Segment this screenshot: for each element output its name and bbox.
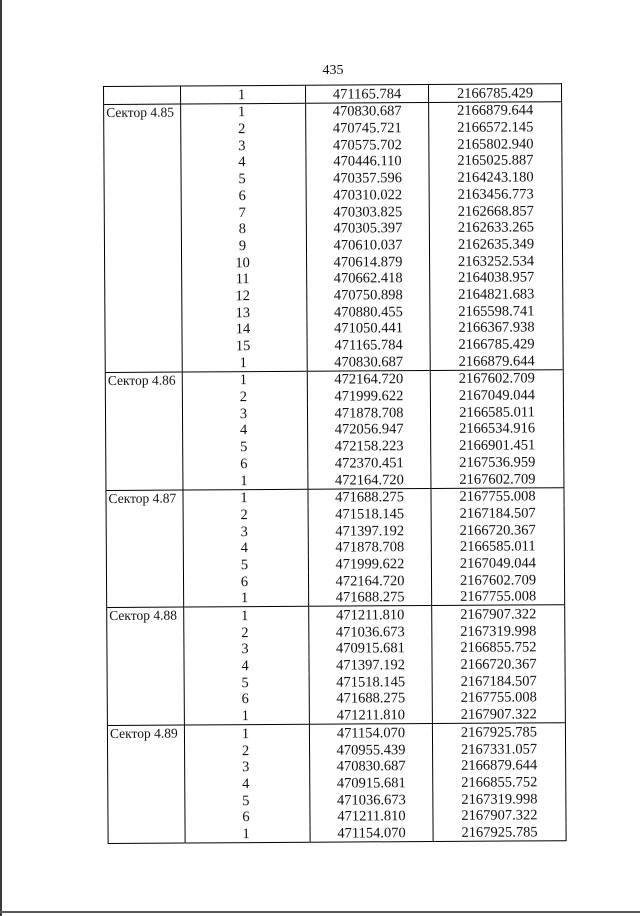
y-coordinate-cell: 2166785.429 bbox=[428, 84, 561, 102]
point-number-cell: 4 bbox=[184, 657, 309, 674]
y-coordinate-cell: 2166534.916 bbox=[431, 420, 564, 437]
x-coordinate-cell: 471688.275 bbox=[309, 690, 432, 707]
sector-cell-empty bbox=[104, 86, 181, 104]
table-row bbox=[104, 84, 562, 104]
x-coordinate-cell: 472164.720 bbox=[307, 370, 430, 388]
y-coordinate-cell: 2167925.785 bbox=[432, 723, 565, 741]
y-coordinate-cell: 2166879.644 bbox=[429, 101, 562, 119]
y-coordinate-cell: 2167184.507 bbox=[431, 504, 564, 521]
x-coordinate-cell: 471036.673 bbox=[309, 623, 432, 640]
x-coordinate-cell: 470955.439 bbox=[310, 741, 433, 758]
point-number-cell: 1 bbox=[183, 472, 308, 490]
point-number-cell: 6 bbox=[181, 187, 306, 204]
x-coordinate-cell: 471036.673 bbox=[310, 791, 433, 808]
sector-name-cell: Сектор 4.86 bbox=[105, 372, 183, 490]
x-coordinate-cell: 472164.720 bbox=[308, 471, 431, 489]
point-number-cell: 1 bbox=[184, 724, 309, 742]
y-coordinate-cell: 2167049.044 bbox=[431, 554, 564, 571]
y-coordinate-cell: 2162668.857 bbox=[429, 202, 562, 219]
table-row bbox=[104, 101, 562, 121]
sector-name-cell: Сектор 4.85 bbox=[104, 104, 183, 372]
y-coordinate-cell: 2163456.773 bbox=[429, 185, 562, 202]
x-coordinate-cell: 470915.681 bbox=[310, 774, 433, 791]
point-number-cell: 6 bbox=[185, 808, 310, 825]
sector-group bbox=[107, 605, 566, 726]
y-coordinate-cell: 2167602.709 bbox=[431, 470, 564, 488]
coordinates-table bbox=[103, 83, 567, 844]
sector-group bbox=[105, 369, 564, 490]
x-coordinate-cell: 472164.720 bbox=[308, 572, 431, 589]
table-row bbox=[107, 723, 565, 743]
y-coordinate-cell: 2167536.959 bbox=[431, 453, 564, 470]
scan-edge-bottom bbox=[0, 911, 640, 913]
point-number-cell: 4 bbox=[183, 422, 308, 439]
y-coordinate-cell: 2163252.534 bbox=[430, 252, 563, 269]
y-coordinate-cell: 2167907.322 bbox=[433, 807, 566, 824]
x-coordinate-cell: 470357.596 bbox=[306, 169, 429, 186]
x-coordinate-cell: 470446.110 bbox=[306, 153, 429, 170]
y-coordinate-cell: 2162633.265 bbox=[429, 219, 562, 236]
point-number-cell: 1 bbox=[181, 85, 306, 103]
point-number-cell: 1 bbox=[182, 354, 307, 372]
y-coordinate-cell: 2166572.145 bbox=[429, 119, 562, 136]
x-coordinate-cell: 471154.070 bbox=[310, 824, 433, 842]
x-coordinate-cell: 470880.455 bbox=[307, 303, 430, 320]
point-number-cell: 2 bbox=[185, 742, 310, 759]
y-coordinate-cell: 2166855.752 bbox=[433, 773, 566, 790]
point-number-cell: 7 bbox=[181, 204, 306, 221]
point-number-cell: 2 bbox=[182, 388, 307, 405]
y-coordinate-cell: 2167049.044 bbox=[430, 387, 563, 404]
y-coordinate-cell: 2164243.180 bbox=[429, 169, 562, 186]
y-coordinate-cell: 2166720.367 bbox=[432, 656, 565, 673]
x-coordinate-cell: 471211.810 bbox=[309, 706, 432, 724]
y-coordinate-cell: 2167331.057 bbox=[433, 740, 566, 757]
table-row bbox=[106, 487, 564, 507]
y-coordinate-cell: 2167602.709 bbox=[430, 369, 563, 387]
point-number-cell: 13 bbox=[182, 304, 307, 321]
y-coordinate-cell: 2167602.709 bbox=[431, 571, 564, 588]
point-number-cell: 2 bbox=[181, 120, 306, 137]
x-coordinate-cell: 472158.223 bbox=[308, 437, 431, 454]
x-coordinate-cell: 470303.825 bbox=[306, 203, 429, 220]
y-coordinate-cell: 2167907.322 bbox=[432, 706, 565, 724]
y-coordinate-cell: 2167755.008 bbox=[432, 588, 565, 606]
y-coordinate-cell: 2166879.644 bbox=[433, 757, 566, 774]
x-coordinate-cell: 471165.784 bbox=[307, 336, 430, 353]
y-coordinate-cell: 2165598.741 bbox=[430, 302, 563, 319]
y-coordinate-cell: 2166879.644 bbox=[430, 352, 563, 370]
y-coordinate-cell: 2166585.011 bbox=[431, 538, 564, 555]
point-number-cell: 3 bbox=[181, 137, 306, 154]
sector-group bbox=[107, 723, 566, 844]
point-number-cell: 5 bbox=[185, 792, 310, 809]
point-number-cell: 3 bbox=[183, 523, 308, 540]
point-number-cell: 5 bbox=[183, 438, 308, 455]
x-coordinate-cell: 470662.418 bbox=[307, 270, 430, 287]
x-coordinate-cell: 472370.451 bbox=[308, 454, 431, 471]
point-number-cell: 1 bbox=[183, 489, 308, 507]
y-coordinate-cell: 2167907.322 bbox=[432, 605, 565, 623]
y-coordinate-cell: 2166901.451 bbox=[431, 437, 564, 454]
continuation-group bbox=[104, 84, 562, 104]
y-coordinate-cell: 2165025.887 bbox=[429, 152, 562, 169]
x-coordinate-cell: 471397.192 bbox=[309, 656, 432, 673]
x-coordinate-cell: 470830.687 bbox=[306, 102, 429, 120]
point-number-cell: 1 bbox=[182, 371, 307, 389]
point-number-cell: 4 bbox=[185, 775, 310, 792]
point-number-cell: 10 bbox=[182, 254, 307, 271]
x-coordinate-cell: 470310.022 bbox=[306, 186, 429, 203]
y-coordinate-cell: 2164038.957 bbox=[430, 269, 563, 286]
x-coordinate-cell: 470915.681 bbox=[309, 640, 432, 657]
point-number-cell: 5 bbox=[184, 674, 309, 691]
point-number-cell: 3 bbox=[182, 405, 307, 422]
y-coordinate-cell: 2166785.429 bbox=[430, 336, 563, 353]
sector-name-cell: Сектор 4.87 bbox=[106, 490, 184, 608]
point-number-cell: 1 bbox=[184, 607, 309, 625]
point-number-cell: 5 bbox=[183, 556, 308, 573]
sector-name-cell: Сектор 4.89 bbox=[107, 725, 185, 843]
x-coordinate-cell: 471688.275 bbox=[308, 488, 431, 506]
y-coordinate-cell: 2167755.008 bbox=[432, 689, 565, 706]
x-coordinate-cell: 470745.721 bbox=[306, 119, 429, 136]
point-number-cell: 6 bbox=[183, 455, 308, 472]
point-number-cell: 4 bbox=[181, 154, 306, 171]
x-coordinate-cell: 471154.070 bbox=[309, 724, 432, 742]
point-number-cell: 8 bbox=[181, 220, 306, 237]
y-coordinate-cell: 2166855.752 bbox=[432, 639, 565, 656]
point-number-cell: 2 bbox=[184, 624, 309, 641]
page-number: 435 bbox=[322, 63, 344, 78]
point-number-cell: 1 bbox=[181, 103, 306, 121]
x-coordinate-cell: 470830.687 bbox=[307, 353, 430, 371]
point-number-cell: 11 bbox=[182, 270, 307, 287]
y-coordinate-cell: 2167925.785 bbox=[433, 823, 566, 841]
x-coordinate-cell: 470614.879 bbox=[307, 253, 430, 270]
point-number-cell: 1 bbox=[184, 707, 309, 725]
x-coordinate-cell: 471050.441 bbox=[307, 320, 430, 337]
point-number-cell: 3 bbox=[185, 758, 310, 775]
y-coordinate-cell: 2167755.008 bbox=[431, 487, 564, 505]
x-coordinate-cell: 472056.947 bbox=[308, 421, 431, 438]
sector-name-cell: Сектор 4.88 bbox=[107, 607, 185, 725]
x-coordinate-cell: 471397.192 bbox=[308, 522, 431, 539]
x-coordinate-cell: 471211.810 bbox=[309, 606, 432, 624]
x-coordinate-cell: 470750.898 bbox=[307, 286, 430, 303]
sector-group bbox=[104, 101, 564, 372]
x-coordinate-cell: 470830.687 bbox=[310, 757, 433, 774]
x-coordinate-cell: 470610.037 bbox=[306, 236, 429, 253]
point-number-cell: 1 bbox=[184, 589, 309, 607]
point-number-cell: 14 bbox=[182, 320, 307, 337]
point-number-cell: 6 bbox=[183, 573, 308, 590]
x-coordinate-cell: 470305.397 bbox=[306, 220, 429, 237]
x-coordinate-cell: 471878.708 bbox=[308, 539, 431, 556]
y-coordinate-cell: 2166720.367 bbox=[431, 521, 564, 538]
y-coordinate-cell: 2166367.938 bbox=[430, 319, 563, 336]
point-number-cell: 3 bbox=[184, 640, 309, 657]
y-coordinate-cell: 2166585.011 bbox=[430, 403, 563, 420]
y-coordinate-cell: 2167184.507 bbox=[432, 672, 565, 689]
x-coordinate-cell: 471878.708 bbox=[307, 404, 430, 421]
x-coordinate-cell: 471211.810 bbox=[310, 808, 433, 825]
point-number-cell: 15 bbox=[182, 337, 307, 354]
x-coordinate-cell: 470575.702 bbox=[306, 136, 429, 153]
point-number-cell: 9 bbox=[181, 237, 306, 254]
point-number-cell: 12 bbox=[182, 287, 307, 304]
x-coordinate-cell: 471999.622 bbox=[307, 387, 430, 404]
x-coordinate-cell: 471165.784 bbox=[305, 85, 428, 103]
y-coordinate-cell: 2167319.998 bbox=[433, 790, 566, 807]
table-row bbox=[105, 369, 563, 389]
y-coordinate-cell: 2162635.349 bbox=[429, 235, 562, 252]
point-number-cell: 5 bbox=[181, 170, 306, 187]
scan-edge-left bbox=[0, 0, 2, 916]
x-coordinate-cell: 471518.145 bbox=[309, 673, 432, 690]
x-coordinate-cell: 471999.622 bbox=[308, 555, 431, 572]
y-coordinate-cell: 2164821.683 bbox=[430, 285, 563, 302]
point-number-cell: 4 bbox=[183, 539, 308, 556]
point-number-cell: 2 bbox=[183, 506, 308, 523]
x-coordinate-cell: 471688.275 bbox=[309, 589, 432, 607]
x-coordinate-cell: 471518.145 bbox=[308, 505, 431, 522]
table-row bbox=[107, 605, 565, 625]
y-coordinate-cell: 2167319.998 bbox=[432, 622, 565, 639]
point-number-cell: 1 bbox=[185, 825, 310, 843]
point-number-cell: 6 bbox=[184, 691, 309, 708]
y-coordinate-cell: 2165802.940 bbox=[429, 135, 562, 152]
sector-group bbox=[106, 487, 565, 608]
